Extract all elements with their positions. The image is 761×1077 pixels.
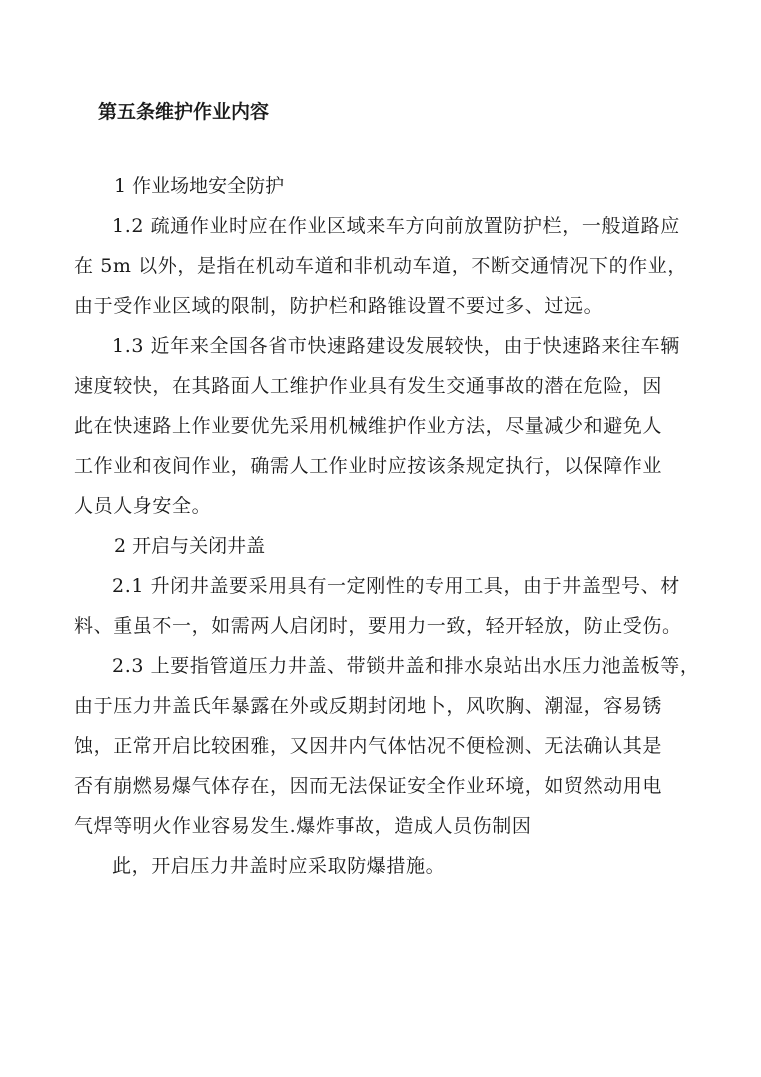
paragraph-1-3 <box>74 326 690 526</box>
paragraph-line: 2.3 上要指管道压力井盖、带锁井盖和排水泉站出水压力池盖板等， <box>112 655 700 677</box>
paragraph-2-3 <box>74 646 700 846</box>
paragraph-line: 2.1 升闭井盖要采用具有一定刚性的专用工具，由于井盖型号、材 <box>112 575 680 597</box>
paragraph-line: 工作业和夜间作业，确需人工作业时应按该条规定执行，以保障作业 <box>74 455 663 477</box>
paragraph-2-3-continued <box>74 846 690 886</box>
paragraph-line: 气焊等明火作业容易发生.爆炸事故，造成人员伤制因 <box>74 815 532 837</box>
document-page <box>74 96 700 886</box>
paragraph-line: 由于压力井盖氏年暴露在外或反期封闭地卜，风吹胸、潮湿，容易锈 <box>74 695 663 717</box>
paragraph-1-2 <box>74 206 690 326</box>
paragraph-line: 人员人身安全。 <box>74 495 212 517</box>
paragraph-line: 由于受作业区域的限制，防护栏和路锥设置不要过多、过远。 <box>74 295 604 317</box>
paragraph-line: 在 5m 以外，是指在机动车道和非机动车道，不断交通情况下的作业， <box>74 255 687 277</box>
paragraph-line: 此在快速路上作业要优先采用机械维护作业方法，尽量减少和避免人 <box>74 415 663 437</box>
paragraph-line: 此，开启压力井盖时应采取防爆措施。 <box>112 855 446 877</box>
paragraph-line: 1.3 近年来全国各省市快速路建设发展较快，由于快速路来往车辆 <box>112 335 680 357</box>
paragraph-line: 否有崩燃易爆气体存在，因而无法保证安全作业环境，如贸然动用电 <box>74 775 663 797</box>
paragraph-2-1 <box>74 566 690 646</box>
paragraph-line: 料、重虽不一，如需两人启闭时，要用力一致，轻开轻放，防止受伤。 <box>74 615 682 637</box>
paragraph-line: 速度较快，在其路面人工维护作业具有发生交通事故的潜在危险，因 <box>74 375 663 397</box>
paragraph-line: 蚀，正常开启比较困雅，又因井内气体怙况不便检测、无法确认其是 <box>74 735 663 757</box>
section-heading-1: 1 作业场地安全防护 <box>114 175 285 197</box>
article-title: 第五条维护作业内容 <box>98 101 270 123</box>
paragraph-line: 1.2 疏通作业时应在作业区域来车方向前放置防护栏，一般道路应 <box>112 215 680 237</box>
section-heading-2: 2 开启与关闭井盖 <box>114 535 266 557</box>
